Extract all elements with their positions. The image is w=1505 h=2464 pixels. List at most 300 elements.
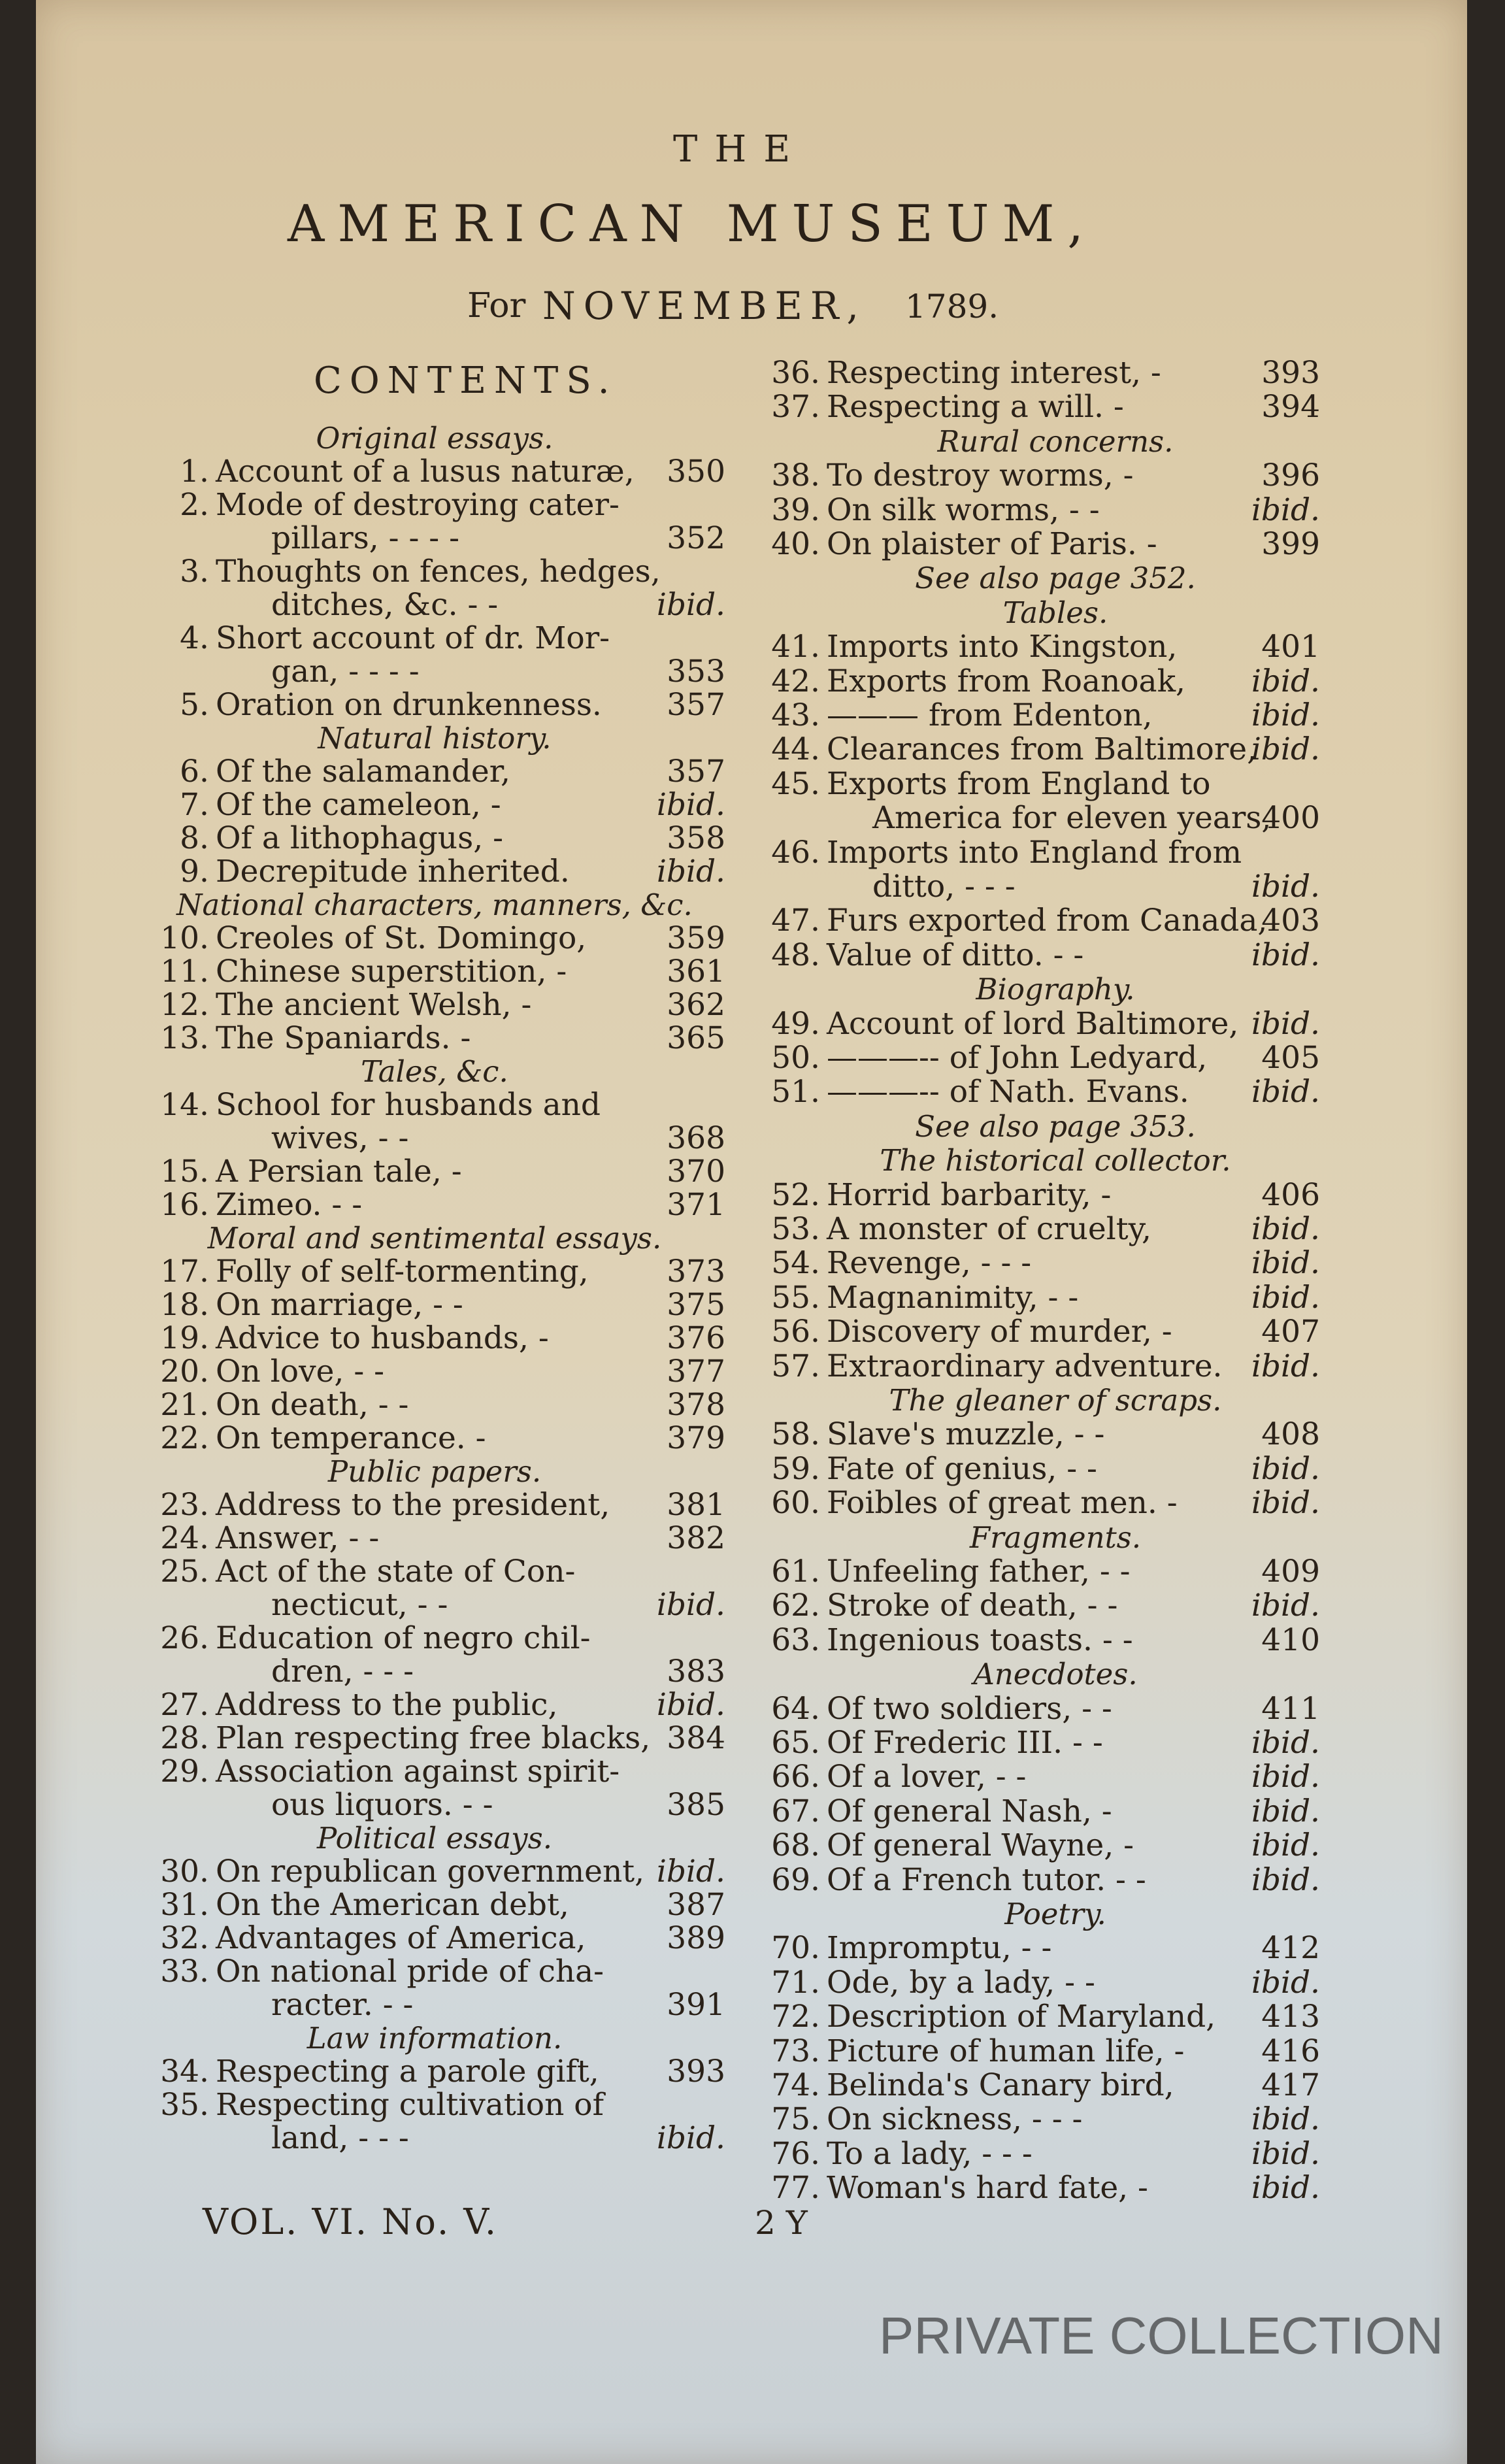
- contents-entry-continuation: [36, 655, 729, 689]
- contents-entry: [742, 1246, 1330, 1280]
- contents-entry: [742, 1178, 1330, 1212]
- entry-title: Association against spirit-: [216, 1754, 620, 1790]
- entry-title: Chinese superstition, -: [216, 954, 567, 990]
- entry-number: 71.: [771, 1964, 820, 2001]
- entry-title: Extraordinary adventure.: [827, 1348, 1223, 1384]
- entry-title: Decrepitude inherited.: [216, 854, 570, 890]
- entry-page: ibid.: [656, 1854, 725, 1890]
- entry-title: pillars, - - - -: [271, 520, 460, 556]
- contents-entry: [742, 1931, 1330, 1965]
- contents-entry: [742, 1692, 1330, 1726]
- contents-entry-continuation: [36, 588, 729, 622]
- contents-entry: [742, 459, 1330, 493]
- entry-number: 38.: [771, 458, 820, 494]
- entry-number: 62.: [771, 1588, 820, 1624]
- entry-number: 70.: [771, 1930, 820, 1967]
- entry-page: 396: [1261, 458, 1320, 494]
- entry-title: Of a lithophagus, -: [216, 820, 503, 856]
- contents-entry: [36, 1388, 729, 1422]
- entry-title: Ode, by a lady, - -: [827, 1964, 1095, 2001]
- section-heading: Rural concerns.: [937, 424, 1174, 459]
- entry-number: 17.: [160, 1254, 209, 1290]
- entry-page: 407: [1261, 1314, 1320, 1350]
- entry-page: 373: [667, 1254, 725, 1290]
- entry-page: 377: [667, 1354, 725, 1390]
- contents-entry-continuation: [36, 1588, 729, 1622]
- entry-title: A monster of cruelty,: [827, 1211, 1151, 1247]
- entry-page: ibid.: [1251, 1279, 1320, 1316]
- entry-title: ditto, - - -: [872, 869, 1016, 905]
- entry-number: 53.: [771, 1211, 820, 1247]
- entry-page: 389: [667, 1920, 725, 1956]
- entry-title: Folly of self-tormenting,: [216, 1254, 589, 1290]
- contents-entry: [36, 455, 729, 489]
- entry-title: Of Frederic III. - -: [827, 1725, 1103, 1761]
- entry-number: 64.: [771, 1690, 820, 1727]
- entry-title: On republican government,: [216, 1854, 645, 1890]
- entry-title: dren, - - -: [271, 1654, 414, 1690]
- contents-entry: [36, 1555, 729, 1589]
- contents-entry: [742, 390, 1330, 424]
- entry-page: 370: [667, 1154, 725, 1190]
- contents-entry: [36, 955, 729, 989]
- entry-title: Discovery of murder, -: [827, 1314, 1172, 1350]
- entry-number: 13.: [160, 1020, 209, 1056]
- entry-number: 8.: [180, 820, 209, 856]
- entry-page: 379: [667, 1420, 725, 1456]
- watermark: PRIVATE COLLECTION: [879, 2306, 1444, 2365]
- contents-entry: [742, 1863, 1330, 1897]
- entry-number: 48.: [771, 937, 820, 973]
- contents-entry: [36, 1355, 729, 1389]
- contents-entry: [742, 665, 1330, 699]
- section-heading: Poetry.: [1004, 1897, 1106, 1931]
- entry-number: 46.: [771, 834, 820, 871]
- entry-title: Advantages of America,: [216, 1920, 586, 1956]
- entry-number: 43.: [771, 697, 820, 733]
- entry-page: 365: [667, 1020, 725, 1056]
- entry-page: 387: [667, 1887, 725, 1923]
- entry-title: On marriage, - -: [216, 1287, 463, 1323]
- contents-entry: [36, 2088, 729, 2122]
- entry-number: 20.: [160, 1354, 209, 1390]
- entry-number: 69.: [771, 1861, 820, 1898]
- entry-number: 74.: [771, 2067, 820, 2103]
- entry-number: 61.: [771, 1554, 820, 1590]
- contents-entry: [742, 1315, 1330, 1349]
- entry-title: Advice to husbands, -: [216, 1320, 549, 1356]
- section-heading: Anecdotes.: [973, 1657, 1138, 1692]
- entry-title: Answer, - -: [216, 1520, 380, 1556]
- entry-number: 72.: [771, 1999, 820, 2035]
- contents-entry: [742, 699, 1330, 733]
- entry-number: 3.: [180, 554, 209, 590]
- entry-page: ibid.: [656, 854, 725, 890]
- entry-page: ibid.: [1251, 1759, 1320, 1795]
- entry-number: 56.: [771, 1314, 820, 1350]
- contents-entry: [742, 836, 1330, 870]
- entry-title: wives, - -: [271, 1120, 409, 1156]
- entry-number: 49.: [771, 1005, 820, 1042]
- entry-number: 45.: [771, 765, 820, 802]
- section-heading: The gleaner of scraps.: [889, 1383, 1222, 1418]
- contents-entry: [36, 1888, 729, 1922]
- entry-title: On death, - -: [216, 1387, 409, 1423]
- entry-number: 25.: [160, 1554, 209, 1590]
- entry-title: Of two soldiers, - -: [827, 1690, 1112, 1727]
- entry-number: 28.: [160, 1720, 209, 1756]
- contents-entry: [742, 1966, 1330, 2000]
- entry-page: 352: [667, 520, 725, 556]
- issue-for: For: [467, 286, 526, 325]
- entry-title: Of the cameleon, -: [216, 787, 501, 823]
- contents-entry: [742, 1760, 1330, 1794]
- contents-entry: [742, 2069, 1330, 2103]
- volume-footer: VOL. VI. No. V.: [203, 2201, 499, 2242]
- entry-page: 410: [1261, 1622, 1320, 1658]
- contents-entry: [742, 2171, 1330, 2205]
- entry-title: Respecting a parole gift,: [216, 2054, 599, 2089]
- section-heading: Public papers.: [327, 1454, 542, 1489]
- section-heading: National characters, manners, &c.: [176, 888, 693, 922]
- entry-title: Exports from England to: [827, 765, 1211, 802]
- entry-title: On the American debt,: [216, 1887, 569, 1923]
- section-heading: See also page 352.: [915, 561, 1196, 596]
- entry-number: 26.: [160, 1620, 209, 1656]
- entry-title: Creoles of St. Domingo,: [216, 920, 587, 956]
- contents-entry: [742, 1418, 1330, 1452]
- contents-entry: [36, 1755, 729, 1789]
- entry-title: To a lady, - - -: [827, 2135, 1033, 2172]
- entry-number: 33.: [160, 1954, 209, 1990]
- entry-page: ibid.: [1251, 869, 1320, 905]
- entry-number: 63.: [771, 1622, 820, 1658]
- contents-entry: [36, 1255, 729, 1289]
- entry-title: ——— from Edenton,: [827, 697, 1153, 733]
- entry-title: The ancient Welsh, -: [216, 987, 532, 1023]
- entry-title: Imports into England from: [827, 834, 1242, 871]
- entry-page: ibid.: [1251, 1861, 1320, 1898]
- contents-entry: [742, 2137, 1330, 2171]
- entry-page: 405: [1261, 1040, 1320, 1076]
- entry-title: Slave's muzzle, - -: [827, 1416, 1105, 1453]
- entry-title: On love, - -: [216, 1354, 385, 1390]
- entry-page: 353: [667, 654, 725, 690]
- contents-entry: [36, 555, 729, 589]
- contents-entry: [742, 767, 1330, 801]
- entry-number: 76.: [771, 2135, 820, 2172]
- entry-number: 23.: [160, 1487, 209, 1523]
- entry-number: 4.: [180, 620, 209, 656]
- section-heading: Political essays.: [317, 1821, 552, 1856]
- entry-title: America for eleven years,: [872, 800, 1272, 837]
- section-heading: Natural history.: [318, 721, 552, 756]
- contents-entry: [36, 755, 729, 789]
- entry-page: 382: [667, 1520, 725, 1556]
- entry-page: 403: [1261, 903, 1320, 939]
- entry-page: ibid.: [1251, 697, 1320, 733]
- entry-title: Revenge, - - -: [827, 1245, 1032, 1282]
- entry-page: 381: [667, 1487, 725, 1523]
- entry-title: Unfeeling father, - -: [827, 1554, 1131, 1590]
- entry-page: 375: [667, 1287, 725, 1323]
- entry-title: Ingenious toasts. - -: [827, 1622, 1133, 1658]
- contents-entry: [742, 630, 1330, 664]
- entry-title: Mode of destroying cater-: [216, 487, 620, 523]
- entry-page: ibid.: [1251, 937, 1320, 973]
- entry-title: Respecting cultivation of: [216, 2087, 604, 2123]
- entry-number: 11.: [160, 954, 209, 990]
- contents-entry: [36, 1155, 729, 1189]
- entry-page: 416: [1261, 2033, 1320, 2069]
- contents-entry: [742, 1486, 1330, 1520]
- entry-title: Of the salamander,: [216, 754, 510, 790]
- entry-number: 37.: [771, 389, 820, 425]
- entry-number: 2.: [180, 487, 209, 523]
- entry-page: ibid.: [1251, 1964, 1320, 2001]
- entry-title: Value of ditto. - -: [827, 937, 1084, 973]
- contents-entry: [36, 788, 729, 822]
- entry-title: Address to the president,: [216, 1487, 610, 1523]
- signature-mark: 2 Y: [755, 2204, 808, 2242]
- entry-page: 391: [667, 1987, 725, 2023]
- entry-number: 44.: [771, 731, 820, 768]
- entry-page: 399: [1261, 526, 1320, 562]
- contents-entry: [742, 356, 1330, 390]
- entry-number: 34.: [160, 2054, 209, 2089]
- entry-page: ibid.: [1251, 1450, 1320, 1487]
- entry-title: Of general Wayne, -: [827, 1827, 1134, 1864]
- entry-page: 357: [667, 754, 725, 790]
- entry-page: 413: [1261, 1999, 1320, 2035]
- contents-entry: [36, 1488, 729, 1522]
- entry-page: 412: [1261, 1930, 1320, 1967]
- magazine-title: AMERICAN MUSEUM,: [288, 195, 1097, 254]
- entry-page: ibid.: [1251, 1588, 1320, 1624]
- section-heading: See also page 353.: [915, 1108, 1196, 1144]
- entry-page: ibid.: [1251, 731, 1320, 768]
- contents-entry: [36, 1022, 729, 1056]
- entry-title: On plaister of Paris. -: [827, 526, 1157, 562]
- entry-title: On national pride of cha-: [216, 1954, 604, 1990]
- entry-page: 371: [667, 1187, 725, 1223]
- entry-page: ibid.: [1251, 2101, 1320, 2138]
- entry-title: Address to the public,: [216, 1687, 558, 1723]
- entry-title: Impromptu, - -: [827, 1930, 1052, 1967]
- title-the: THE: [673, 128, 808, 171]
- entry-number: 5.: [180, 687, 209, 723]
- contents-entry: [36, 1188, 729, 1222]
- entry-number: 1.: [180, 454, 209, 490]
- contents-entry-continuation: [742, 870, 1330, 904]
- entry-page: 385: [667, 1787, 725, 1823]
- entry-number: 65.: [771, 1725, 820, 1761]
- contents-entry: [36, 1955, 729, 1989]
- contents-entry: [742, 493, 1330, 527]
- entry-number: 77.: [771, 2170, 820, 2206]
- contents-entry: [742, 733, 1330, 767]
- entry-number: 9.: [180, 854, 209, 890]
- entry-page: ibid.: [1251, 1245, 1320, 1282]
- entry-number: 12.: [160, 987, 209, 1023]
- entry-title: To destroy worms, -: [827, 458, 1134, 494]
- entry-number: 42.: [771, 663, 820, 699]
- entry-page: 350: [667, 454, 725, 490]
- entry-page: 384: [667, 1720, 725, 1756]
- issue-month: NOVEMBER,: [542, 284, 867, 328]
- section-heading: Tables.: [1002, 595, 1108, 630]
- section-heading: Law information.: [306, 2021, 563, 2056]
- entry-title: Of a French tutor. - -: [827, 1861, 1146, 1898]
- issue-year: 1789.: [905, 288, 999, 325]
- entry-title: Thoughts on fences, hedges,: [216, 554, 661, 590]
- contents-entry-continuation: [36, 522, 729, 556]
- entry-number: 40.: [771, 526, 820, 562]
- entry-number: 51.: [771, 1074, 820, 1110]
- entry-number: 19.: [160, 1320, 209, 1356]
- entry-title: gan, - - - -: [271, 654, 420, 690]
- entry-number: 52.: [771, 1176, 820, 1213]
- entry-title: Account of lord Baltimore,: [827, 1005, 1239, 1042]
- entry-title: necticut, - -: [271, 1587, 448, 1623]
- section-heading: Fragments.: [969, 1520, 1142, 1555]
- entry-page: ibid.: [656, 587, 725, 623]
- entry-number: 67.: [771, 1793, 820, 1829]
- contents-entry: [742, 1623, 1330, 1657]
- contents-entry: [742, 1589, 1330, 1623]
- entry-page: 409: [1261, 1554, 1320, 1590]
- entry-number: 58.: [771, 1416, 820, 1453]
- entry-page: ibid.: [1251, 1827, 1320, 1864]
- entry-page: 358: [667, 820, 725, 856]
- entry-number: 59.: [771, 1450, 820, 1487]
- entry-title: racter. - -: [271, 1987, 414, 2023]
- contents-entry: [36, 822, 729, 856]
- entry-page: ibid.: [1251, 1485, 1320, 1522]
- entry-number: 16.: [160, 1187, 209, 1223]
- contents-entry: [36, 688, 729, 722]
- entry-number: 47.: [771, 903, 820, 939]
- contents-entry: [36, 1522, 729, 1556]
- contents-entry-continuation: [36, 1655, 729, 1689]
- entry-page: 368: [667, 1120, 725, 1156]
- entry-page: ibid.: [1251, 1725, 1320, 1761]
- contents-entry: [742, 939, 1330, 973]
- contents-entry: [742, 1452, 1330, 1486]
- entry-number: 22.: [160, 1420, 209, 1456]
- entry-number: 10.: [160, 920, 209, 956]
- contents-entry: [742, 527, 1330, 561]
- entry-title: Magnanimity, - -: [827, 1279, 1079, 1316]
- entry-number: 35.: [160, 2087, 209, 2123]
- contents-entry: [742, 1041, 1330, 1075]
- entry-page: 393: [1261, 355, 1320, 391]
- entry-title: Furs exported from Canada,: [827, 903, 1268, 939]
- contents-heading: CONTENTS.: [314, 359, 618, 402]
- contents-entry-continuation: [36, 1988, 729, 2022]
- entry-page: 400: [1261, 800, 1320, 837]
- section-heading: Original essays.: [316, 421, 554, 456]
- contents-entry-continuation: [36, 2122, 729, 2156]
- entry-page: ibid.: [1251, 1793, 1320, 1829]
- entry-title: The Spaniards. -: [216, 1020, 471, 1056]
- entry-number: 73.: [771, 2033, 820, 2069]
- entry-number: 18.: [160, 1287, 209, 1323]
- contents-entry: [36, 1722, 729, 1756]
- contents-entry-continuation: [36, 1122, 729, 1156]
- entry-number: 7.: [180, 787, 209, 823]
- entry-title: Respecting interest, -: [827, 355, 1161, 391]
- entry-number: 55.: [771, 1279, 820, 1316]
- entry-number: 6.: [180, 754, 209, 790]
- contents-entry: [36, 1088, 729, 1122]
- contents-entry: [742, 1795, 1330, 1829]
- contents-entry: [36, 488, 729, 522]
- entry-page: ibid.: [1251, 1074, 1320, 1110]
- contents-entry: [36, 1622, 729, 1656]
- entry-page: ibid.: [1251, 491, 1320, 528]
- entry-title: On sickness, - - -: [827, 2101, 1083, 2138]
- entry-number: 60.: [771, 1485, 820, 1522]
- entry-page: 361: [667, 954, 725, 990]
- entry-title: land, - - -: [271, 2120, 409, 2156]
- entry-number: 30.: [160, 1854, 209, 1890]
- contents-entry: [36, 1855, 729, 1889]
- entry-page: ibid.: [1251, 2170, 1320, 2206]
- entry-page: 393: [667, 2054, 725, 2089]
- document-page: [36, 0, 1467, 2464]
- entry-title: Description of Maryland,: [827, 1999, 1216, 2035]
- entry-number: 68.: [771, 1827, 820, 1864]
- entry-number: 39.: [771, 491, 820, 528]
- contents-entry: [36, 855, 729, 889]
- section-heading: Moral and sentimental essays.: [207, 1221, 662, 1256]
- entry-page: ibid.: [656, 2120, 725, 2156]
- entry-page: 362: [667, 987, 725, 1023]
- entry-number: 15.: [160, 1154, 209, 1190]
- contents-entry: [36, 1322, 729, 1356]
- contents-entry: [742, 1007, 1330, 1041]
- contents-entry: [36, 622, 729, 656]
- contents-entry: [36, 2055, 729, 2089]
- entry-title: School for husbands and: [216, 1087, 601, 1123]
- entry-title: Belinda's Canary bird,: [827, 2067, 1174, 2103]
- entry-number: 41.: [771, 629, 820, 665]
- entry-title: Respecting a will. -: [827, 389, 1124, 425]
- entry-title: Of a lover, - -: [827, 1759, 1027, 1795]
- contents-entry: [742, 904, 1330, 938]
- entry-title: On silk worms, - -: [827, 491, 1100, 528]
- entry-page: ibid.: [1251, 663, 1320, 699]
- entry-page: 376: [667, 1320, 725, 1356]
- contents-entry: [742, 2035, 1330, 2069]
- section-heading: The historical collector.: [880, 1143, 1231, 1178]
- entry-title: Imports into Kingston,: [827, 629, 1178, 665]
- contents-entry: [36, 1922, 729, 1956]
- entry-title: Account of a lusus naturæ,: [216, 454, 635, 490]
- contents-entry: [742, 1350, 1330, 1384]
- contents-entry: [36, 988, 729, 1022]
- contents-entry-continuation: [742, 801, 1330, 835]
- entry-number: 36.: [771, 355, 820, 391]
- contents-entry-continuation: [36, 1788, 729, 1822]
- entry-title: Exports from Roanoak,: [827, 663, 1185, 699]
- entry-page: ibid.: [656, 1687, 725, 1723]
- contents-entry: [742, 1281, 1330, 1315]
- entry-page: 383: [667, 1654, 725, 1690]
- entry-title: Oration on drunkenness.: [216, 687, 602, 723]
- entry-title: Zimeo. - -: [216, 1187, 363, 1223]
